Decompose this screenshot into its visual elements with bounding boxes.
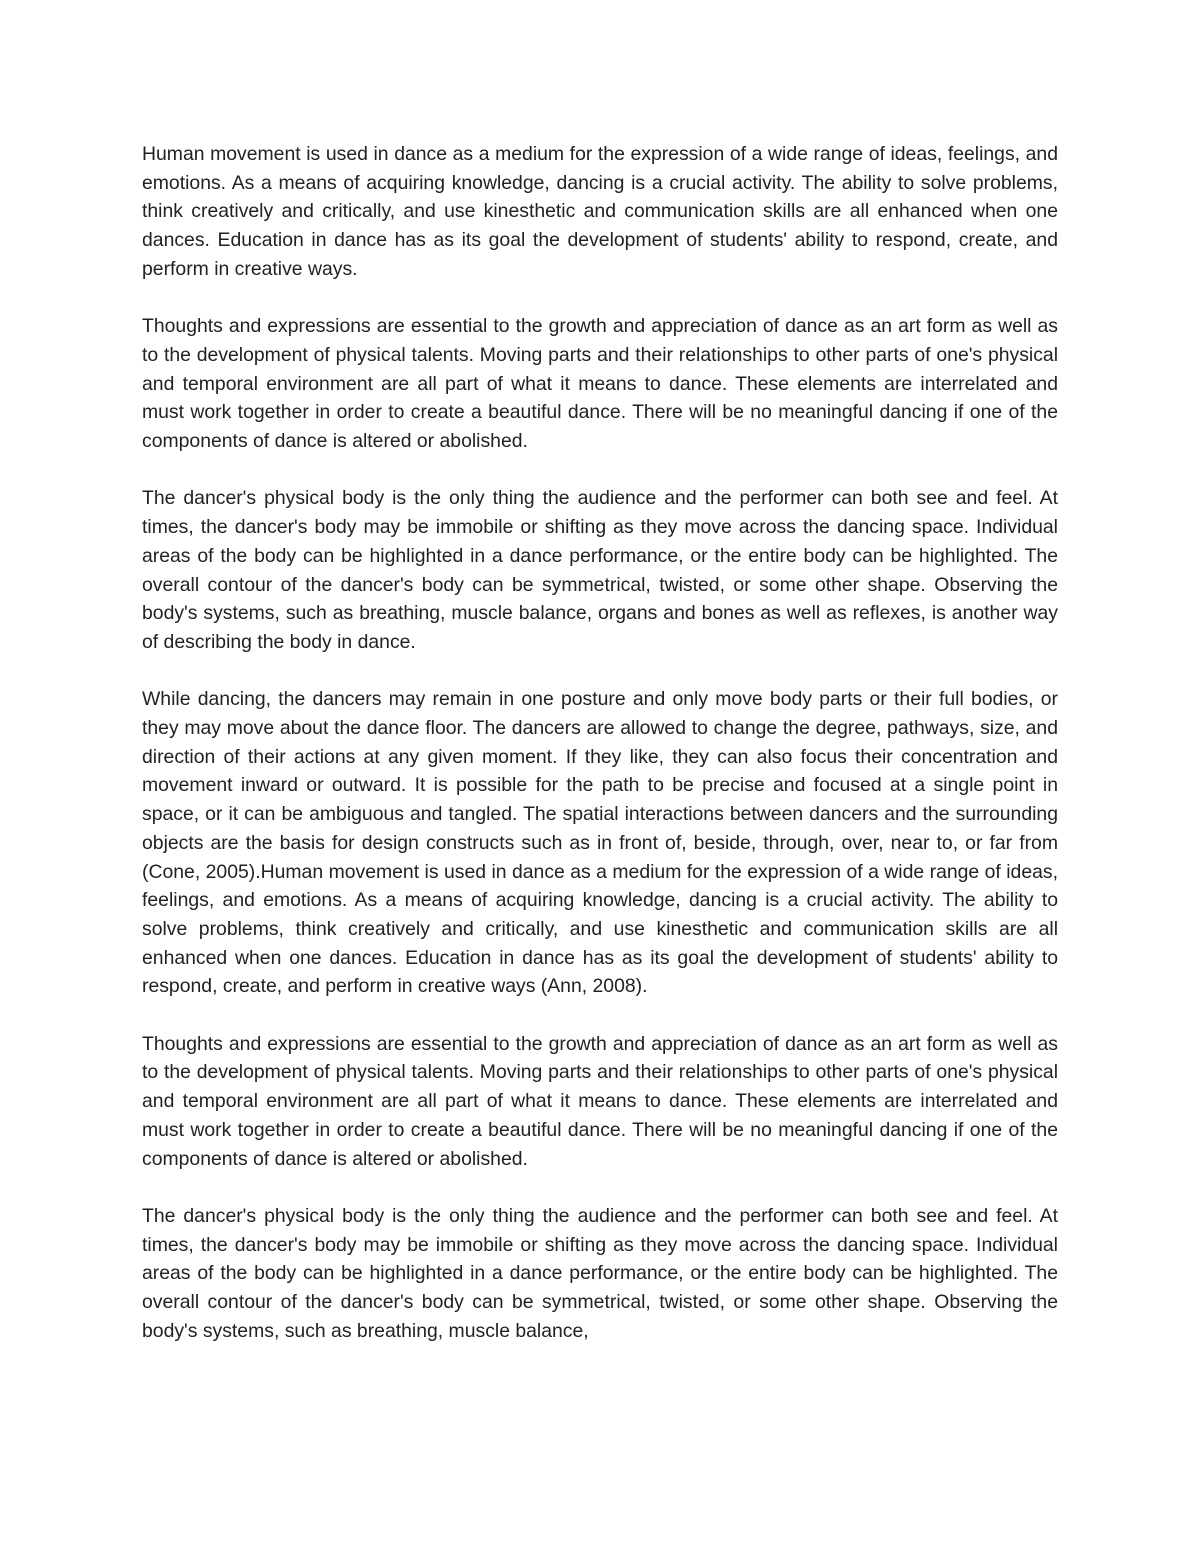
document-body bbox=[142, 140, 1058, 1345]
paragraph-6: The dancer's physical body is the only thing the audience and the performer can both see and feel. At times, the dancer's body may be immobile or shifting as they move across the dancing space. Individual areas of the body can be highlighted in a dance performance, or the entire body can be highlighted. The overall contour of the dancer's body can be symmetrical, twisted, or some other shape. Observing the body's systems, such as breathing, muscle balance, bbox=[142, 1204, 1058, 1342]
paragraph-4: While dancing, the dancers may remain in one posture and only move body parts or their full bodies, or they may move about the dance floor. The dancers are allowed to change the degree, pathways, size, and direction of their actions at any given moment. If they like, they can also focus their concentration and movement inward or outward. It is possible for the path to be precise and focused at a single point in space, or it can be ambiguous and tangled. The spatial interactions between dancers and the surrounding objects are the basis for design constructs such as in front of, beside, through, over, near to, or far from (Cone, 2005).Human movement is used in dance as a medium for the expression of a wide range of ideas, feelings, and emotions. As a means of acquiring knowledge, dancing is a crucial activity. The ability to solve problems, think creatively and critically, and use kinesthetic and communication skills are all enhanced when one dances. Education in dance has as its goal the development of students' ability to respond, create, and perform in creative ways (Ann, 2008). bbox=[142, 688, 1058, 998]
paragraph-5: Thoughts and expressions are essential to the growth and appreciation of dance as an art form as well as to the development of physical talents. Moving parts and their relationships to other parts of one's physical and temporal environment are all part of what it means to dance. These elements are interrelated and must work together in order to create a beautiful dance. There will be no meaningful dancing if one of the components of dance is altered or abolished. bbox=[142, 1032, 1058, 1170]
paragraph-2: Thoughts and expressions are essential to the growth and appreciation of dance as an art form as well as to the development of physical talents. Moving parts and their relationships to other parts of one's physical and temporal environment are all part of what it means to dance. These elements are interrelated and must work together in order to create a beautiful dance. There will be no meaningful dancing if one of the components of dance is altered or abolished. bbox=[142, 315, 1058, 453]
paragraph-3: The dancer's physical body is the only thing the audience and the performer can both see and feel. At times, the dancer's body may be immobile or shifting as they move across the dancing space. Individual areas of the body can be highlighted in a dance performance, or the entire body can be highlighted. The overall contour of the dancer's body can be symmetrical, twisted, or some other shape. Observing the body's systems, such as breathing, muscle balance, organs and bones as well as reflexes, is another way of describing the body in dance. bbox=[142, 487, 1058, 653]
paragraph-1: Human movement is used in dance as a medium for the expression of a wide range of ideas, feelings, and emotions. As a means of acquiring knowledge, dancing is a crucial activity. The ability to solve problems, think creatively and critically, and use kinesthetic and communication skills are all enhanced when one dances. Education in dance has as its goal the development of students' ability to respond, create, and perform in creative ways. bbox=[142, 143, 1058, 280]
